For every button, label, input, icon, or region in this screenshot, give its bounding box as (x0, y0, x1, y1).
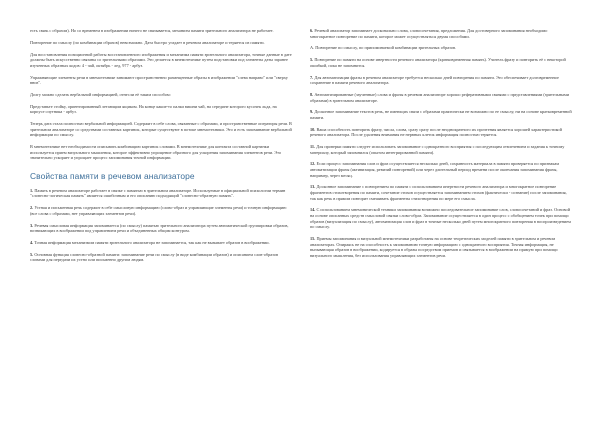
item-number: 12. (310, 161, 316, 167)
item-text: Автоматизированные (заученные) слова и фразы в речевом анализаторе хорошо реферативными связями с представлениями (зрительными образами) в зрительном анализаторе. (310, 91, 570, 103)
item-text: Для автоматизации фразы в речевом анализаторе требуется несколько дней повторения по памяти. Это обеспечивает долговременное сохранение в памяти речевого анализатора. (310, 74, 559, 86)
item-number: 3. (30, 222, 34, 228)
item-text: Основная функция словесно-образной памяти: запоминание речи по смыслу (в виде комбинации образов) и описанием слов-образов словами для передачи их устно или письменно другим людям. (30, 251, 278, 263)
paragraph: Для восстановления позиционной работы восстановленного изображения и механизма памяти зрительного анализатора, точные данные в дате должны быть искусственно связаны со зрительными образами. Это делается в мнемотехнике путем подстановки под элементы даты заранее изученных образных кодов: 4 - чай, октябрь - лед, 977 - арбуз. (30, 51, 292, 68)
item-text: Устная и письменная речь содержит в себе смысловую информацию (слово-образ и управляющие элементы речи) и точную информацию (все слова с образами, нет управляющих элементов речи). (30, 205, 287, 216)
item-number: 9. (310, 109, 314, 115)
item-number: 15. (310, 235, 316, 241)
paragraph: Упражняющие элементы речи в мнемотехнике занимают пространственно размещенные образы в изображении "слева направо" или "сверху вниз". (30, 74, 288, 86)
item-number: 2. (30, 205, 34, 211)
numbered-item (30, 205, 292, 216)
numbered-item (30, 252, 292, 263)
item-number: 13. (310, 184, 316, 190)
item-number: 4. (30, 239, 34, 245)
item-text: Если процесс запоминания слов и фраз осуществляется несколько дней, сохранность материала в памяти проверяется по признакам автоматизации фразы (активизация, ревизий повторений) или через длительный период времени после окончания запоминания фразы, например, через месяц. (310, 161, 559, 178)
item-number: 14. (310, 207, 316, 213)
paragraph: Повторение по смыслу (по комбинации образов) невозможно. Дата быстро угадает в речевом анализаторе и теряется из памяти. (30, 39, 265, 45)
item-text: Речевая смысловая информация запоминается (по смыслу) памятью зрительного анализатора путем автоматической группировки образов, возникающих в воображении под управлением речи и объединенных общим контуром. (30, 222, 289, 234)
numbered-item (310, 184, 572, 201)
numbered-item (30, 223, 292, 234)
item-number: 5. (30, 251, 34, 257)
item-text: Повторение по памяти на основе инертности речевого анализатора (кратковременная память). Учитель фразу и повторить её с некоторой ошибкой, пока не запомнится. (310, 57, 566, 68)
item-number: 11. (310, 144, 316, 150)
numbered-item (30, 188, 292, 199)
item-number: 7. (310, 74, 314, 80)
item-number: 10. (310, 126, 316, 132)
paragraph: В мнемотехнике нет необходимости описывать комбинацию картинок словами. В мнемотехнике для контакта составной картинки используется прием визуального мышления, которое эффективно упрощение образного для ускорения запоминания элементов речи. Это значительно ускоряет и упрощает процесс запоминания точной информации. (30, 144, 282, 161)
numbered-item (310, 207, 572, 229)
numbered-item (310, 161, 572, 178)
numbered-item (310, 75, 572, 86)
item-number: 8. (310, 91, 314, 97)
item-text: Досконное запоминание текстов речь, не имеющих связи с образами практически не возможно по ее смыслу, ни на основе кратковременной памяти. (310, 109, 572, 120)
numbered-item (310, 28, 572, 39)
item-text: Память в речевом анализаторе работает в связке с памятью в зрительном анализаторе. Используемые в официальной психологии термин "словесно-логическая память" является ошибочным и его описанию подходящий "словесно-образную память". (30, 187, 286, 199)
item-text: С использованием мнемонической техники запоминания возможно последовательное запоминание слов, словосочетаний и фраз. Основой на основе описанных средств смысловой связки слово-образ. Запоминание осуществляется в один процесс с обобщением точек при помощи образов (визуализация по смыслу), автоматизация слов и фраз в точные несколько дней путем многократного повторения в воспроизведением по смыслу. (310, 207, 571, 230)
paragraph: Долгу можно сделать вербальной информацией, отнесли её таким способом: (30, 91, 171, 97)
numbered-item (310, 144, 572, 155)
right-column (310, 28, 572, 264)
item-text: Для проверки памяти следует использовать запоминание с однократного восприятия с последующим отвлечением и задания к точному материалу, который запомнился (опытом интегрированной памяти). (310, 144, 565, 155)
numbered-item (310, 57, 572, 68)
item-text: Точная информация механизмом памяти зрительного анализатора не запоминается, так как не вызывает образов в воображении. (34, 239, 270, 245)
item-text: Досконное запоминание с повторением по памяти с использованием инертности речевого анализатора и многократное повторение фрагментов стихотворения по памяти, сочетание стихов осуществляется запоминанием стихов (фактически - сознание) после запоминания, так как речь в прямом повторит смешивать фрагменты стихотворения по мере его смысла. (310, 184, 567, 201)
paragraph: Представьте стойку, ориентированный летающим ящиком. На конце какие-то палки вишни чай, на середине которого кусочек льда, на корпусе спутника - арбуз. (30, 103, 277, 115)
left-column (30, 28, 292, 269)
numbered-item (310, 45, 572, 51)
item-number: 5. (310, 57, 314, 63)
item-text: А. Повторение по смыслу, по припоминаемой комбинации зрительных образов. (310, 45, 457, 51)
numbered-item (310, 127, 572, 138)
item-text: Ваша способность повторить фразу, числа, слова, сразу сразу после неоднократного их прочтения является хорошей характеристикой речевого анализатора. После удаления внимания не нервных клеток информация полностью теряется. (310, 126, 562, 138)
item-text: Приемы запоминания и визуальной мнемотехники разработаны на основе теоретических моделей памяти в зрительном и речевом анализаторах. Опираясь не на способность к запоминанию точную информацию с однократного восприятия. Точная информация, не вызывающая образов в воображении, кодируется в образы посредством приемов и связывается в воображении на прямую при помощи визуального мышления, без использования управляющих элементов речи. (310, 235, 558, 258)
numbered-item (310, 236, 572, 258)
numbered-item (30, 240, 292, 246)
paragraph: есть связь с образом). Но со временем в изображении ничего не связывается, механизм памяти зрительного анализатора не работает. (30, 28, 274, 33)
numbered-item (310, 109, 572, 120)
numbered-item (310, 92, 572, 103)
item-number: 6. (310, 28, 314, 33)
item-text: Речевой анализатор запоминает досконально слова, словосочетания, предложения. Для достоверного запоминания необходимо многократное повторение по памяти, которое может осуществляться двумя способами. (310, 28, 548, 39)
item-number: 1. (30, 187, 34, 193)
paragraph: Теперь дата стала полностью вербальной информацией. Содержит в себе слова, связанные с образами, и пространственные операторы речи. В зрительном анализаторе со средствами составных картинок, которые существуют в потоке мнемотехники. Это и есть запоминание вербальной информации по смыслу. (30, 121, 292, 138)
section-heading: Свойства памяти в речевом анализаторе (30, 170, 195, 181)
